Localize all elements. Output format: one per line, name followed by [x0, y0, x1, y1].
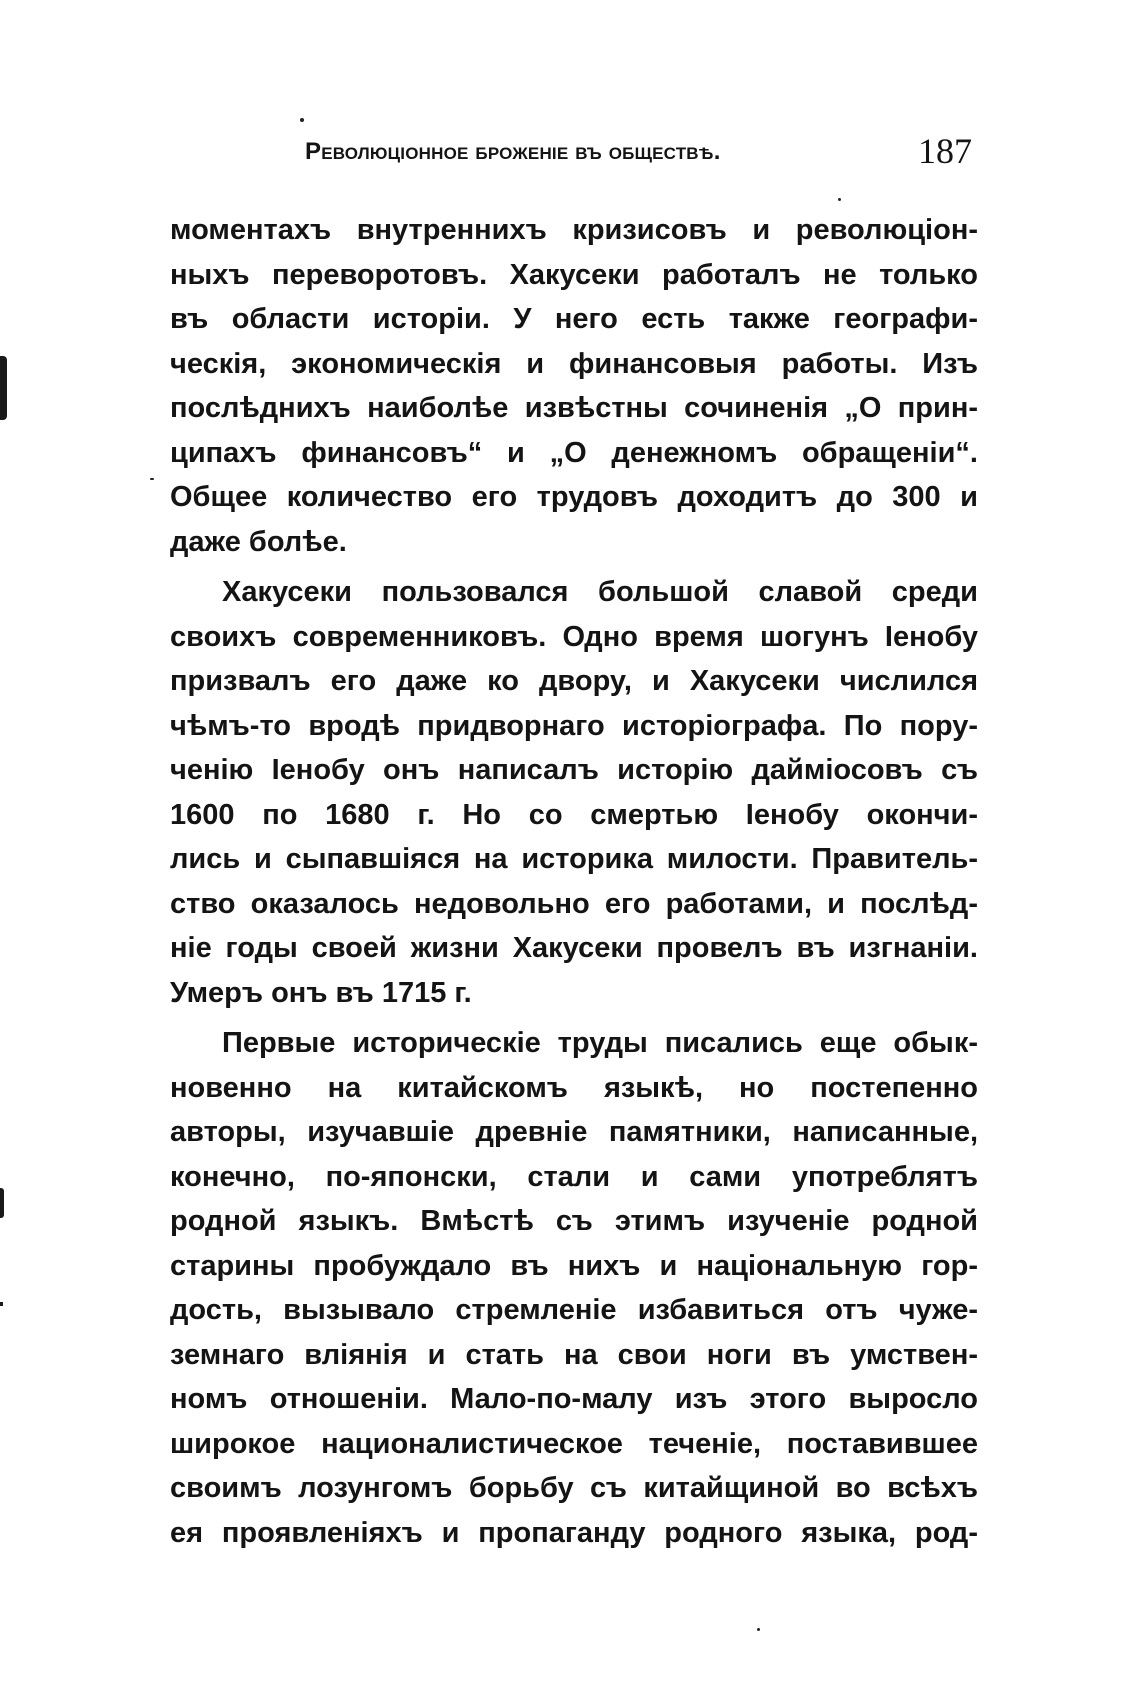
text-line: родной языкъ. Вмѣстѣ съ этимъ изученіе родной: [170, 1205, 978, 1237]
left-edge-mark: [0, 1302, 3, 1306]
text-line: ципахъ финансовъ“ и „О денежномъ обращеніи“.: [170, 436, 978, 469]
text-line: Хакусеки пользовался большой славой среди: [222, 576, 978, 608]
text-line: моментахъ внутреннихъ кризисовъ и революціон-: [170, 214, 978, 246]
text-line: старины пробуждало въ нихъ и національную гор-: [170, 1249, 978, 1282]
paragraph-1: [170, 208, 978, 564]
text-line: номъ отношеніи. Мало-по-малу изъ этого выросло: [170, 1383, 978, 1415]
text-line: дость, вызывало стремленіе избавиться отъ чуже-: [170, 1294, 978, 1326]
scan-speck: [757, 1628, 760, 1631]
text-line: ніе годы своей жизни Хакусеки провелъ въ изгнаніи.: [170, 932, 978, 964]
text-line: послѣднихъ наиболѣе извѣстны сочиненія „О прин-: [170, 392, 978, 424]
text-line: даже болѣе.: [170, 525, 347, 558]
left-edge-mark: [0, 356, 7, 420]
text-line: земнаго вліянія и стать на свои ноги въ умствен-: [170, 1338, 978, 1371]
scan-speck: [150, 478, 154, 480]
text-line: Первые историческіе труды писались еще обык-: [222, 1027, 978, 1059]
page-number: 187: [918, 131, 972, 171]
text-line: ныхъ переворотовъ. Хакусеки работалъ не только: [170, 258, 978, 291]
text-line: новенно на китайскомъ языкѣ, но постепенно: [170, 1071, 978, 1104]
text-line: чѣмъ-то вродѣ придворнаго исторіографа. По пору-: [170, 709, 978, 742]
text-line: въ области исторіи. У него есть также географи-: [170, 303, 978, 335]
text-line: ческія, экономическія и финансовыя работы. Изъ: [170, 347, 978, 380]
text-line: лись и сыпавшіяся на историка милости. Правитель-: [170, 843, 978, 875]
paragraph-2: [170, 570, 978, 1015]
text-line: ченію Іенобу онъ написалъ исторію даймiосовъ съ: [170, 754, 978, 786]
scan-speck: [838, 198, 841, 201]
text-line: ство оказалось недовольно его работами, и послѣд-: [170, 887, 978, 920]
text-line: своимъ лозунгомъ борьбу съ китайщиной во всѣхъ: [170, 1472, 978, 1504]
text-line: ея проявленіяхъ и пропаганду родного языка, род-: [170, 1516, 978, 1549]
text-line: Умеръ онъ въ 1715 г.: [170, 976, 472, 1009]
text-line: широкое националистическое теченіе, поставившее: [170, 1427, 978, 1460]
text-line: своихъ современниковъ. Одно время шогунъ Іенобу: [170, 620, 978, 653]
body-text: [170, 208, 978, 1555]
text-line: Общее количество его трудовъ доходитъ до 300 и: [170, 481, 978, 513]
scan-speck: [300, 118, 304, 122]
text-line: авторы, изучавшіе древніе памятники, написанные,: [170, 1116, 978, 1148]
text-line: конечно, по-японски, стали и сами употреблятъ: [170, 1160, 978, 1193]
running-head: Революціонное броженіе въ обществѣ.: [305, 138, 721, 165]
text-line: призвалъ его даже ко двору, и Хакусеки числился: [170, 665, 978, 697]
paragraph-3: [170, 1021, 978, 1555]
left-edge-mark: [0, 1188, 4, 1218]
text-line: 1600 по 1680 г. Но со смертью Іенобу окончи-: [170, 798, 978, 831]
